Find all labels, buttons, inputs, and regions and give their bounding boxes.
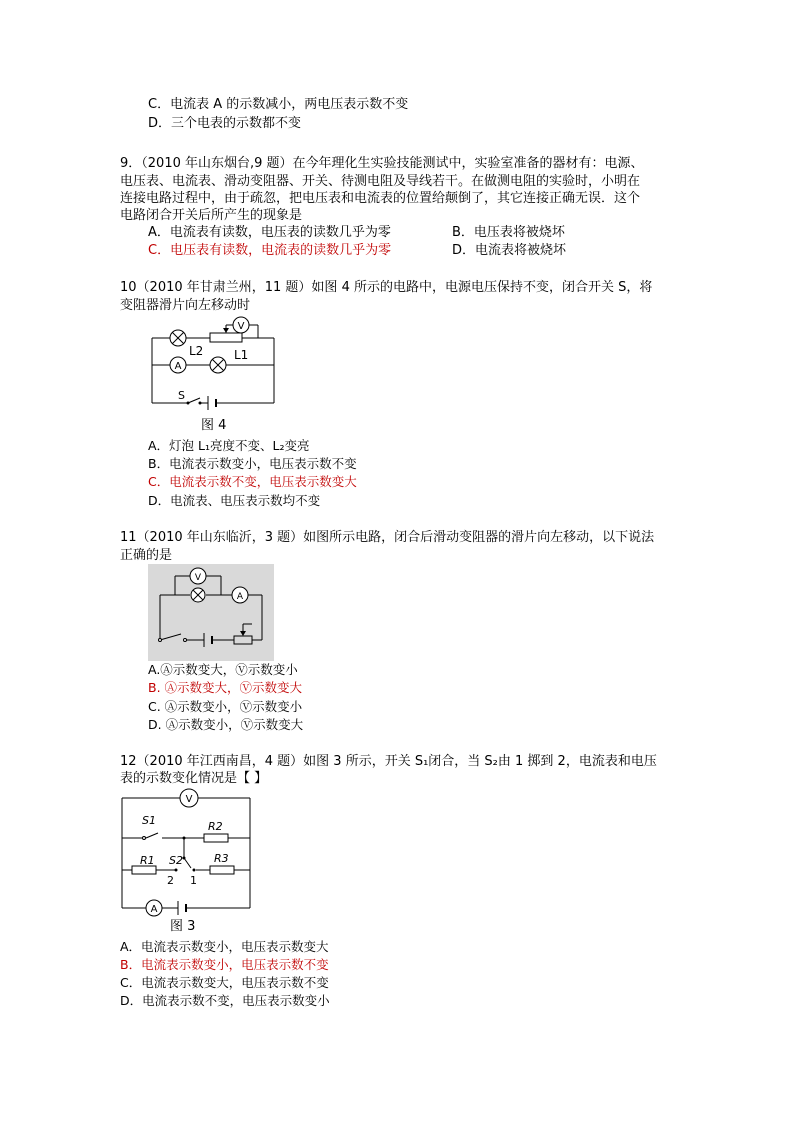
q11-ammeter-icon <box>232 587 248 603</box>
q9-option-b: B．电压表将被烧坏 <box>452 225 565 240</box>
q9-stem-line-1: 9．（2010 年山东烟台,9 题）在今年理化生实验技能测试中，实验室准备的器材有：电源、 <box>120 156 644 171</box>
q10-figure-caption: 图 4 <box>201 418 227 433</box>
q8-option-d: D．三个电表的示数都不变 <box>148 116 302 131</box>
q10-option-d: D．电流表、电压表示数均不变 <box>148 493 321 508</box>
q12-option-c: C．电流表示数变大，电压表示数不变 <box>120 975 329 990</box>
q10-lamp-l1-icon <box>210 357 226 373</box>
q12-label-terminal-1: 1 <box>190 874 197 887</box>
q10-label-s: S <box>178 389 185 402</box>
q10-battery-icon <box>208 396 216 410</box>
svg-text:V: V <box>194 573 202 583</box>
q12-label-r2: R2 <box>208 820 223 833</box>
q10-label-l2: L2 <box>189 344 204 358</box>
q10-option-c-answer: C．电流表示数不变，电压表示数变大 <box>148 474 357 489</box>
q9-option-c-answer: C．电压表有读数，电流表的读数几乎为零 <box>148 243 392 258</box>
q9-stem-line-3: 连接电路过程中，由于疏忽，把电压表和电流表的位置给颠倒了，其它连接正确无误．这个 <box>120 191 641 206</box>
q12-stem-line-1: 12（2010 年江西南昌，4 题）如图 3 所示，开关 S₁闭合，当 S₂由 1 掷到 2，电流表和电压 <box>120 754 657 769</box>
q10-option-a: A．灯泡 L₁亮度不变、L₂变亮 <box>148 438 310 453</box>
q9-option-a: A．电流表有读数，电压表的读数几乎为零 <box>148 225 391 240</box>
q11-option-d: D. Ⓐ示数变小，Ⓥ示数变大 <box>148 717 304 732</box>
q12-label-s2: S2 <box>169 854 183 867</box>
q10-circuit-figure <box>148 313 278 413</box>
q10-lamp-l2-icon <box>170 330 186 346</box>
q10-option-b: B．电流表示数变小，电压表示数不变 <box>148 456 357 471</box>
q10-stem-line-1: 10（2010 年甘肃兰州，11 题）如图 4 所示的电路中，电源电压保持不变，闭合开关 S，将 <box>120 280 653 295</box>
q8-option-c: C．电流表 A 的示数减小，两电压表示数不变 <box>148 97 409 112</box>
q12-option-a: A．电流表示数变小，电压表示数变大 <box>120 939 329 954</box>
svg-text:V: V <box>185 794 193 805</box>
q12-stem-line-2: 表的示数变化情况是【 】 <box>120 771 268 786</box>
q12-battery-icon <box>178 901 186 915</box>
q12-option-b-answer: B．电流表示数变小，电压表示数不变 <box>120 957 329 972</box>
q12-label-s1: S1 <box>142 814 156 827</box>
svg-text:A: A <box>174 361 182 372</box>
q12-figure-caption: 图 3 <box>170 919 196 934</box>
q10-stem-line-2: 变阻器滑片向左移动时 <box>120 298 251 313</box>
q10-slider-arrow-icon <box>223 328 229 333</box>
q11-circuit-figure <box>148 564 274 661</box>
q9-option-d: D．电流表将被烧坏 <box>452 243 567 258</box>
q11-stem-line-2: 正确的是 <box>120 548 173 563</box>
q12-label-r3: R3 <box>214 852 229 865</box>
q9-stem-line-2: 电压表、电流表、滑动变阻器、开关、待测电阻及导线若干。在做测电阻的实验时，小明在 <box>120 174 641 189</box>
q10-ammeter-icon <box>170 357 186 373</box>
svg-text:V: V <box>237 321 245 332</box>
q12-label-terminal-2: 2 <box>167 874 174 887</box>
q11-lamp-icon <box>191 588 205 602</box>
q9-stem-line-4: 电路闭合开关后所产生的现象是 <box>120 208 303 223</box>
q11-voltmeter-icon <box>190 568 206 584</box>
q12-option-d: D．电流表示数不变，电压表示数变小 <box>120 993 330 1008</box>
q12-voltmeter-icon <box>180 789 198 807</box>
q12-label-r1: R1 <box>140 854 155 867</box>
q12-ammeter-icon <box>146 900 162 916</box>
svg-text:A: A <box>236 592 244 602</box>
q10-voltmeter-icon <box>233 317 249 333</box>
q10-label-l1: L1 <box>234 348 249 362</box>
q11-option-b-answer: B. Ⓐ示数变大，Ⓥ示数变大 <box>148 680 303 695</box>
q12-circuit-figure <box>116 788 256 918</box>
q11-option-c: C. Ⓐ示数变小，Ⓥ示数变小 <box>148 699 303 714</box>
q11-stem-line-1: 11（2010 年山东临沂，3 题）如图所示电路，闭合后滑动变阻器的滑片向左移动，以下说法 <box>120 530 655 545</box>
q11-option-a: A.Ⓐ示数变大，Ⓥ示数变小 <box>148 662 298 677</box>
svg-text:A: A <box>150 904 158 915</box>
